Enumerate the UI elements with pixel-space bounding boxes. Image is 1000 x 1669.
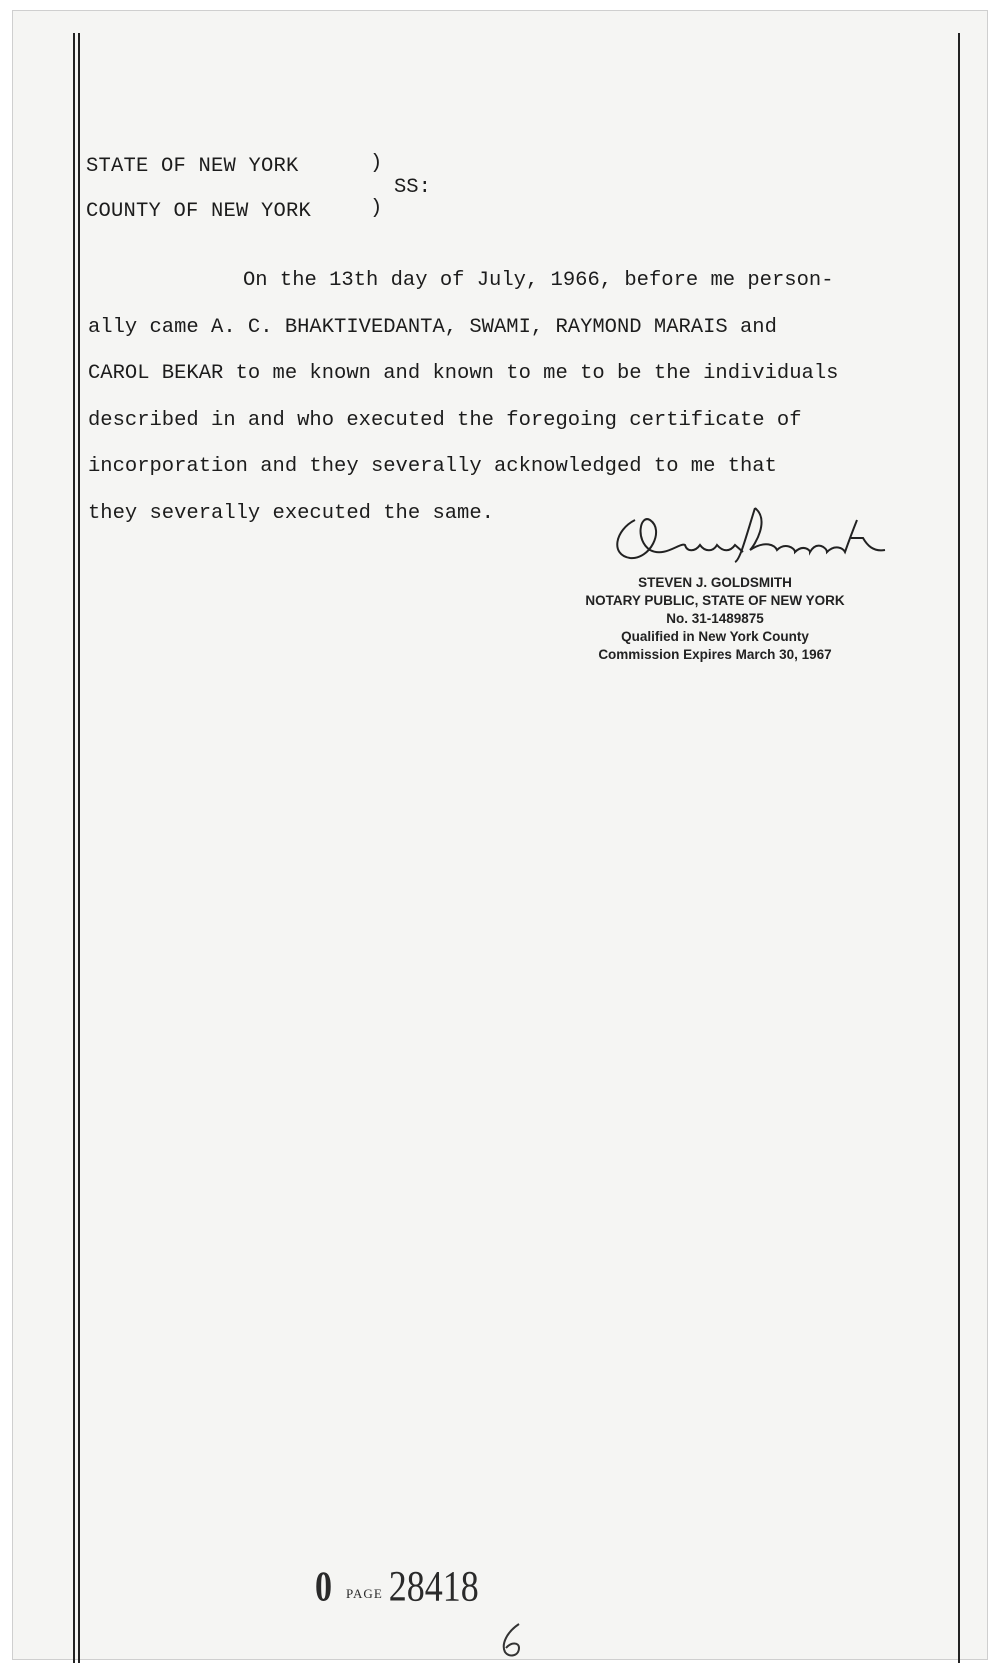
notary-stamp — [570, 574, 860, 664]
left-margin-rule — [73, 33, 75, 1663]
handwritten-page-mark — [495, 1620, 535, 1660]
ack-line-6: they severally executed the same. — [88, 501, 494, 525]
right-margin-rule — [958, 33, 960, 1663]
venue-county: COUNTY OF NEW YORK — [86, 200, 312, 223]
notary-commission: Commission Expires March 30, 1967 — [598, 647, 832, 662]
page-stamp-prefix: 0 — [315, 1564, 332, 1611]
ack-line-1: On the 13th day of July, 1966, before me person- — [243, 269, 834, 292]
notary-number: No. 31-1489875 — [666, 611, 764, 626]
page-stamp — [315, 1562, 479, 1611]
acknowledgment-text — [88, 258, 948, 537]
page-stamp-label: PAGE — [346, 1586, 383, 1601]
notary-signature — [605, 500, 905, 570]
notary-qualified: Qualified in New York County — [621, 629, 809, 644]
venue-ss: SS: — [394, 176, 431, 199]
venue-paren-bottom: ) — [370, 197, 383, 220]
ack-line-2: ally came A. C. BHAKTIVEDANTA, SWAMI, RAYMOND MARAIS and — [88, 315, 777, 339]
ack-line-5: incorporation and they severally acknowledged to me that — [88, 455, 777, 478]
ack-line-4: described in and who executed the foregoing certificate of — [88, 408, 802, 432]
venue-paren-top: ) — [370, 152, 383, 175]
left-margin-rule-inner — [78, 33, 80, 1663]
notary-title: NOTARY PUBLIC, STATE OF NEW YORK — [585, 593, 845, 608]
venue-state: STATE OF NEW YORK — [86, 155, 299, 178]
notary-name: STEVEN J. GOLDSMITH — [638, 575, 792, 590]
page-stamp-number: 28418 — [388, 1562, 479, 1610]
ack-line-3: CAROL BEKAR to me known and known to me to be the individuals — [88, 362, 839, 385]
